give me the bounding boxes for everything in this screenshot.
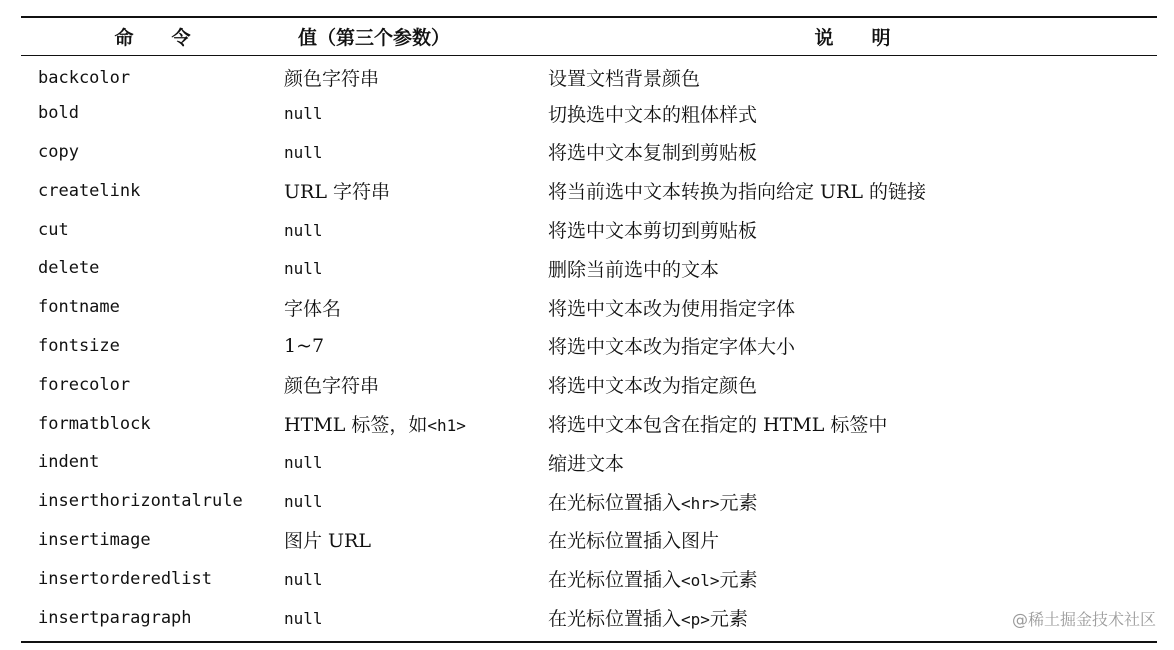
description-cell — [548, 249, 1157, 288]
value-code: <h1> — [427, 416, 466, 436]
watermark: @稀土掘金技术社区 — [1011, 610, 1156, 629]
table-row — [21, 327, 1157, 366]
table-body — [21, 55, 1157, 637]
description-cell — [548, 443, 1157, 482]
command-table-container — [21, 16, 1157, 643]
description-text: 缩进文本 — [548, 452, 625, 475]
value-cell — [284, 598, 548, 637]
description-cell — [548, 559, 1157, 598]
value-code: null — [284, 259, 323, 279]
value-cell — [284, 55, 548, 94]
description-text: 将选中文本改为使用指定字体 — [548, 297, 796, 320]
table-row — [21, 55, 1157, 94]
description-text: 在光标位置插入 — [548, 608, 682, 631]
value-cell — [284, 327, 548, 366]
description-cell — [548, 327, 1157, 366]
table-bottom-rule — [21, 641, 1157, 643]
description-code: <hr> — [681, 493, 720, 513]
command-cell: backcolor — [38, 67, 131, 88]
command-cell: insertimage — [38, 529, 151, 550]
table-row — [21, 133, 1157, 172]
description-cell — [548, 55, 1157, 94]
table-row — [21, 288, 1157, 327]
description-cell — [548, 482, 1157, 521]
table-row — [21, 482, 1157, 521]
command-cell: formatblock — [38, 413, 151, 434]
value-code: null — [284, 220, 323, 240]
description-cell — [548, 210, 1157, 249]
value-code: null — [284, 142, 323, 162]
value-code: null — [284, 104, 323, 124]
value-text: 颜色字符串 — [284, 68, 380, 91]
command-cell: indent — [38, 452, 100, 473]
command-cell: copy — [38, 141, 79, 162]
description-text: 设置文档背景颜色 — [548, 68, 701, 91]
table-header-row — [21, 17, 1157, 55]
table-row — [21, 559, 1157, 598]
value-cell — [284, 249, 548, 288]
description-text: 将选中文本改为指定颜色 — [548, 375, 758, 398]
value-code: null — [284, 569, 323, 589]
value-cell — [284, 365, 548, 404]
description-text: 切换选中文本的粗体样式 — [548, 103, 758, 126]
description-text: 在光标位置插入 — [548, 491, 682, 514]
description-suffix: 元素 — [709, 608, 748, 631]
header-command: 命 令 — [114, 26, 191, 49]
value-cell — [284, 482, 548, 521]
command-cell: insertparagraph — [38, 607, 192, 628]
value-cell — [284, 133, 548, 172]
value-code: null — [284, 453, 323, 473]
command-table — [21, 16, 1157, 637]
command-cell: delete — [38, 258, 100, 279]
description-cell — [548, 94, 1157, 133]
value-text: 1~7 — [284, 334, 325, 357]
command-cell: fontname — [38, 297, 120, 318]
table-row — [21, 365, 1157, 404]
value-cell — [284, 171, 548, 210]
command-cell: createlink — [38, 180, 141, 201]
command-cell: bold — [38, 103, 79, 124]
table-row — [21, 521, 1157, 560]
description-suffix: 元素 — [719, 569, 758, 592]
table-row — [21, 171, 1157, 210]
command-cell: cut — [38, 219, 69, 240]
value-cell — [284, 404, 548, 443]
description-cell — [548, 365, 1157, 404]
table-row — [21, 94, 1157, 133]
description-text: 将选中文本剪切到剪贴板 — [548, 220, 758, 243]
description-text: 将选中文本改为指定字体大小 — [548, 336, 796, 359]
value-cell — [284, 443, 548, 482]
value-cell — [284, 559, 548, 598]
command-cell: insertorderedlist — [38, 568, 212, 589]
description-text: 将当前选中文本转换为指向给定 URL 的链接 — [548, 181, 927, 204]
value-text: 字体名 — [284, 297, 342, 320]
value-cell — [284, 521, 548, 560]
value-text: URL 字符串 — [284, 181, 390, 204]
value-cell — [284, 94, 548, 133]
value-cell — [284, 288, 548, 327]
value-code: null — [284, 492, 323, 512]
value-code: null — [284, 608, 323, 628]
description-text: 将选中文本包含在指定的 HTML 标签中 — [548, 414, 888, 437]
header-value: 值（第三个参数） — [298, 26, 451, 49]
description-cell — [548, 133, 1157, 172]
table-row — [21, 210, 1157, 249]
description-code: <p> — [681, 610, 710, 630]
header-description: 说 明 — [814, 26, 891, 49]
description-suffix: 元素 — [719, 491, 758, 514]
description-cell — [548, 404, 1157, 443]
description-cell — [548, 288, 1157, 327]
command-cell: forecolor — [38, 374, 131, 395]
description-text: 删除当前选中的文本 — [548, 258, 720, 281]
command-cell: inserthorizontalrule — [38, 491, 243, 512]
table-row — [21, 404, 1157, 443]
value-text: HTML 标签，如 — [284, 414, 428, 437]
value-text: 图片 URL — [284, 530, 371, 553]
table-row — [21, 598, 1157, 637]
value-text: 颜色字符串 — [284, 375, 380, 398]
description-code: <ol> — [681, 571, 720, 591]
command-cell: fontsize — [38, 335, 120, 356]
description-text: 在光标位置插入 — [548, 569, 682, 592]
description-text: 在光标位置插入图片 — [548, 530, 720, 553]
description-text: 将选中文本复制到剪贴板 — [548, 142, 758, 165]
description-cell — [548, 521, 1157, 560]
table-row — [21, 443, 1157, 482]
table-row — [21, 249, 1157, 288]
value-cell — [284, 210, 548, 249]
description-cell — [548, 171, 1157, 210]
